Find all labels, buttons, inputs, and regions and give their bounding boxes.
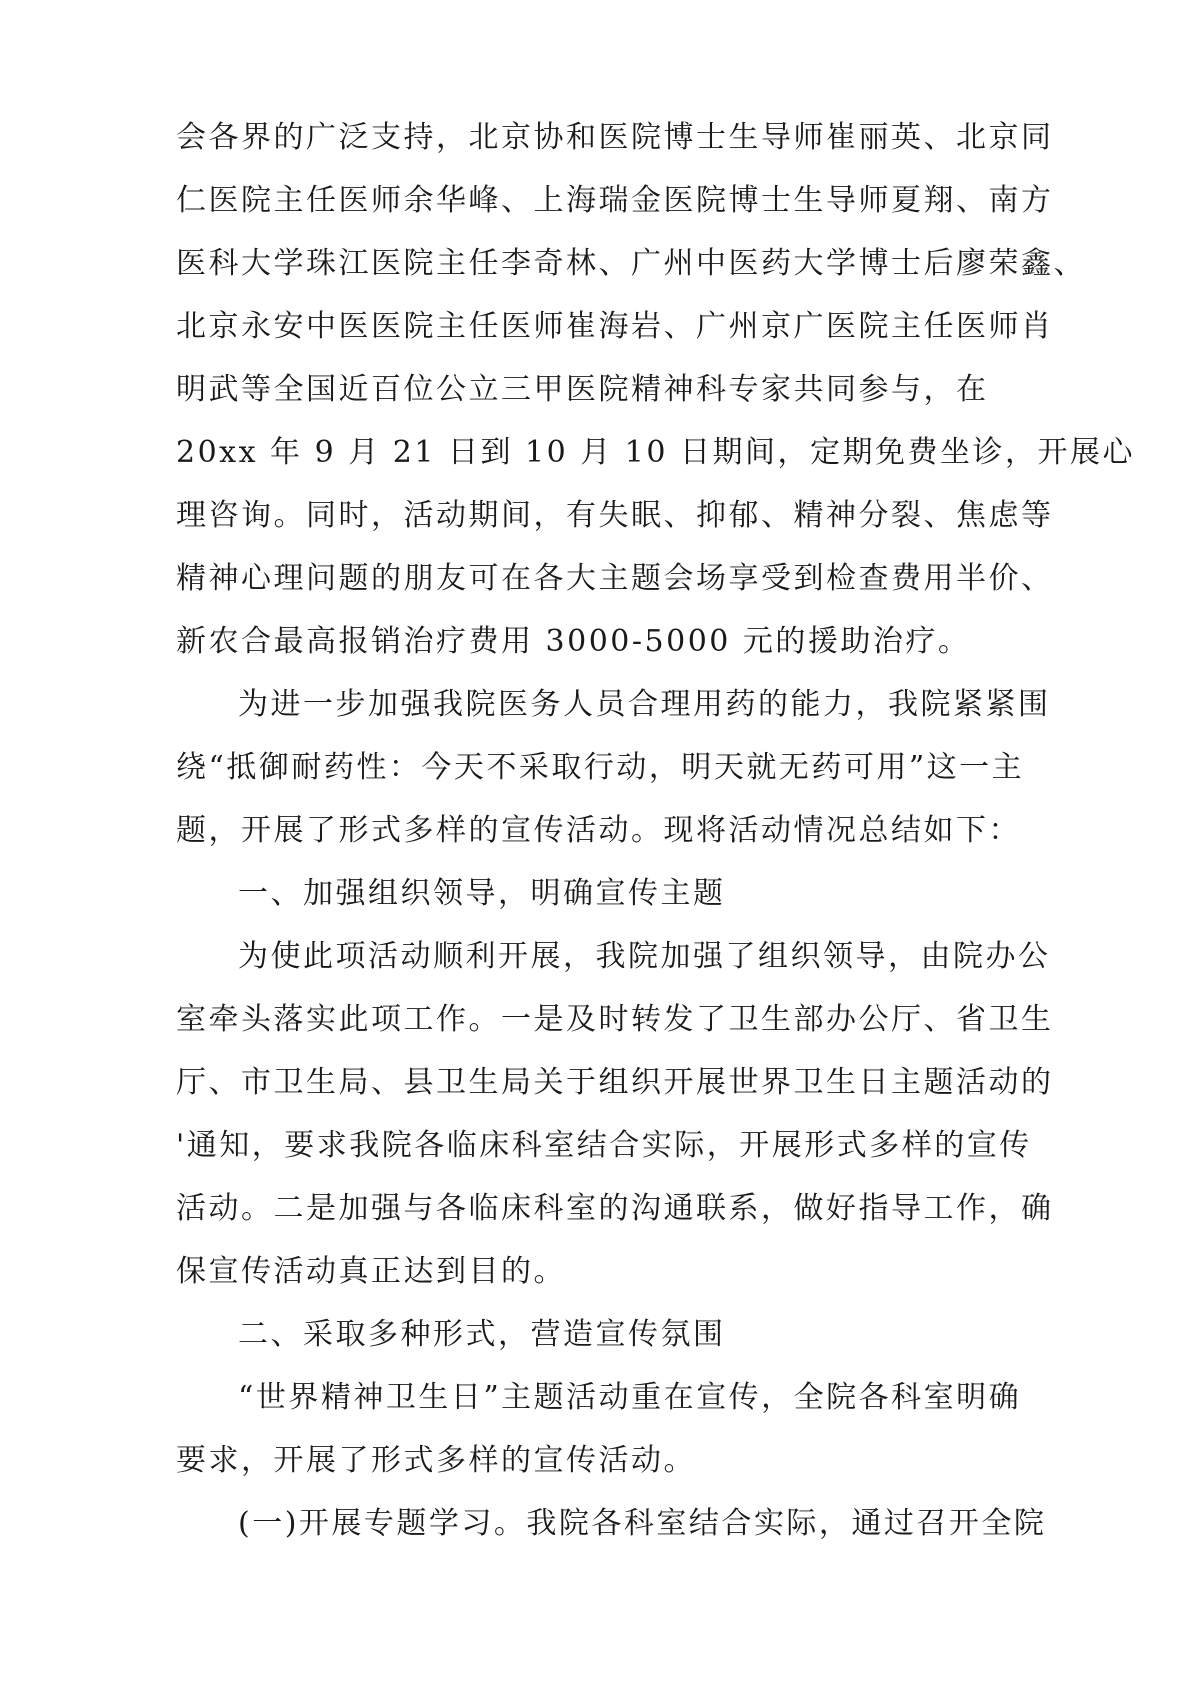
text-line: 20xx 年 9 月 21 日到 10 月 10 日期间，定期免费坐诊，开展心 [176,435,1135,470]
paragraph-first-line: 为进一步加强我院医务人员合理用药的能力，我院紧紧围 [238,687,1051,722]
text-line: 绕“抵御耐药性：今天不采取行动，明天就无药可用”这一主 [176,750,1025,785]
text-line: '通知，要求我院各临床科室结合实际，开展形式多样的宣传 [176,1128,1032,1163]
text-line: 保宣传活动真正达到目的。 [176,1254,566,1289]
text-line: 活动。二是加强与各临床科室的沟通联系，做好指导工作，确 [176,1191,1054,1226]
text-line: 理咨询。同时，活动期间，有失眠、抑郁、精神分裂、焦虑等 [176,498,1054,533]
text-line: 医科大学珠江医院主任李奇林、广州中医药大学博士后廖荣鑫、 [176,246,1086,281]
text-line: 会各界的广泛支持，北京协和医院博士生导师崔丽英、北京同 [176,120,1054,155]
text-line: 厅、市卫生局、县卫生局关于组织开展世界卫生日主题活动的 [176,1065,1054,1100]
text-line: 明武等全国近百位公立三甲医院精神科专家共同参与，在 [176,372,989,407]
text-line: 室牵头落实此项工作。一是及时转发了卫生部办公厅、省卫生 [176,1002,1054,1037]
text-line: 要求，开展了形式多样的宣传活动。 [176,1443,696,1478]
section-heading: 一、加强组织领导，明确宣传主题 [238,876,726,911]
paragraph-first-line: “世界精神卫生日”主题活动重在宣传，全院各科室明确 [238,1380,1022,1415]
text-line: 精神心理问题的朋友可在各大主题会场享受到检查费用半价、 [176,561,1054,596]
paragraph-first-line: 为使此项活动顺利开展，我院加强了组织领导，由院办公 [238,939,1051,974]
text-line: 北京永安中医医院主任医师崔海岩、广州京广医院主任医师肖 [176,309,1054,344]
text-line: 题，开展了形式多样的宣传活动。现将活动情况总结如下： [176,813,1021,848]
text-line: 新农合最高报销治疗费用 3000-5000 元的援助治疗。 [176,624,971,659]
section-heading: 二、采取多种形式，营造宣传氛围 [238,1317,726,1352]
text-line: 仁医院主任医师余华峰、上海瑞金医院博士生导师夏翔、南方 [176,183,1054,218]
paragraph-first-line: (一)开展专题学习。我院各科室结合实际，通过召开全院 [238,1506,1047,1541]
